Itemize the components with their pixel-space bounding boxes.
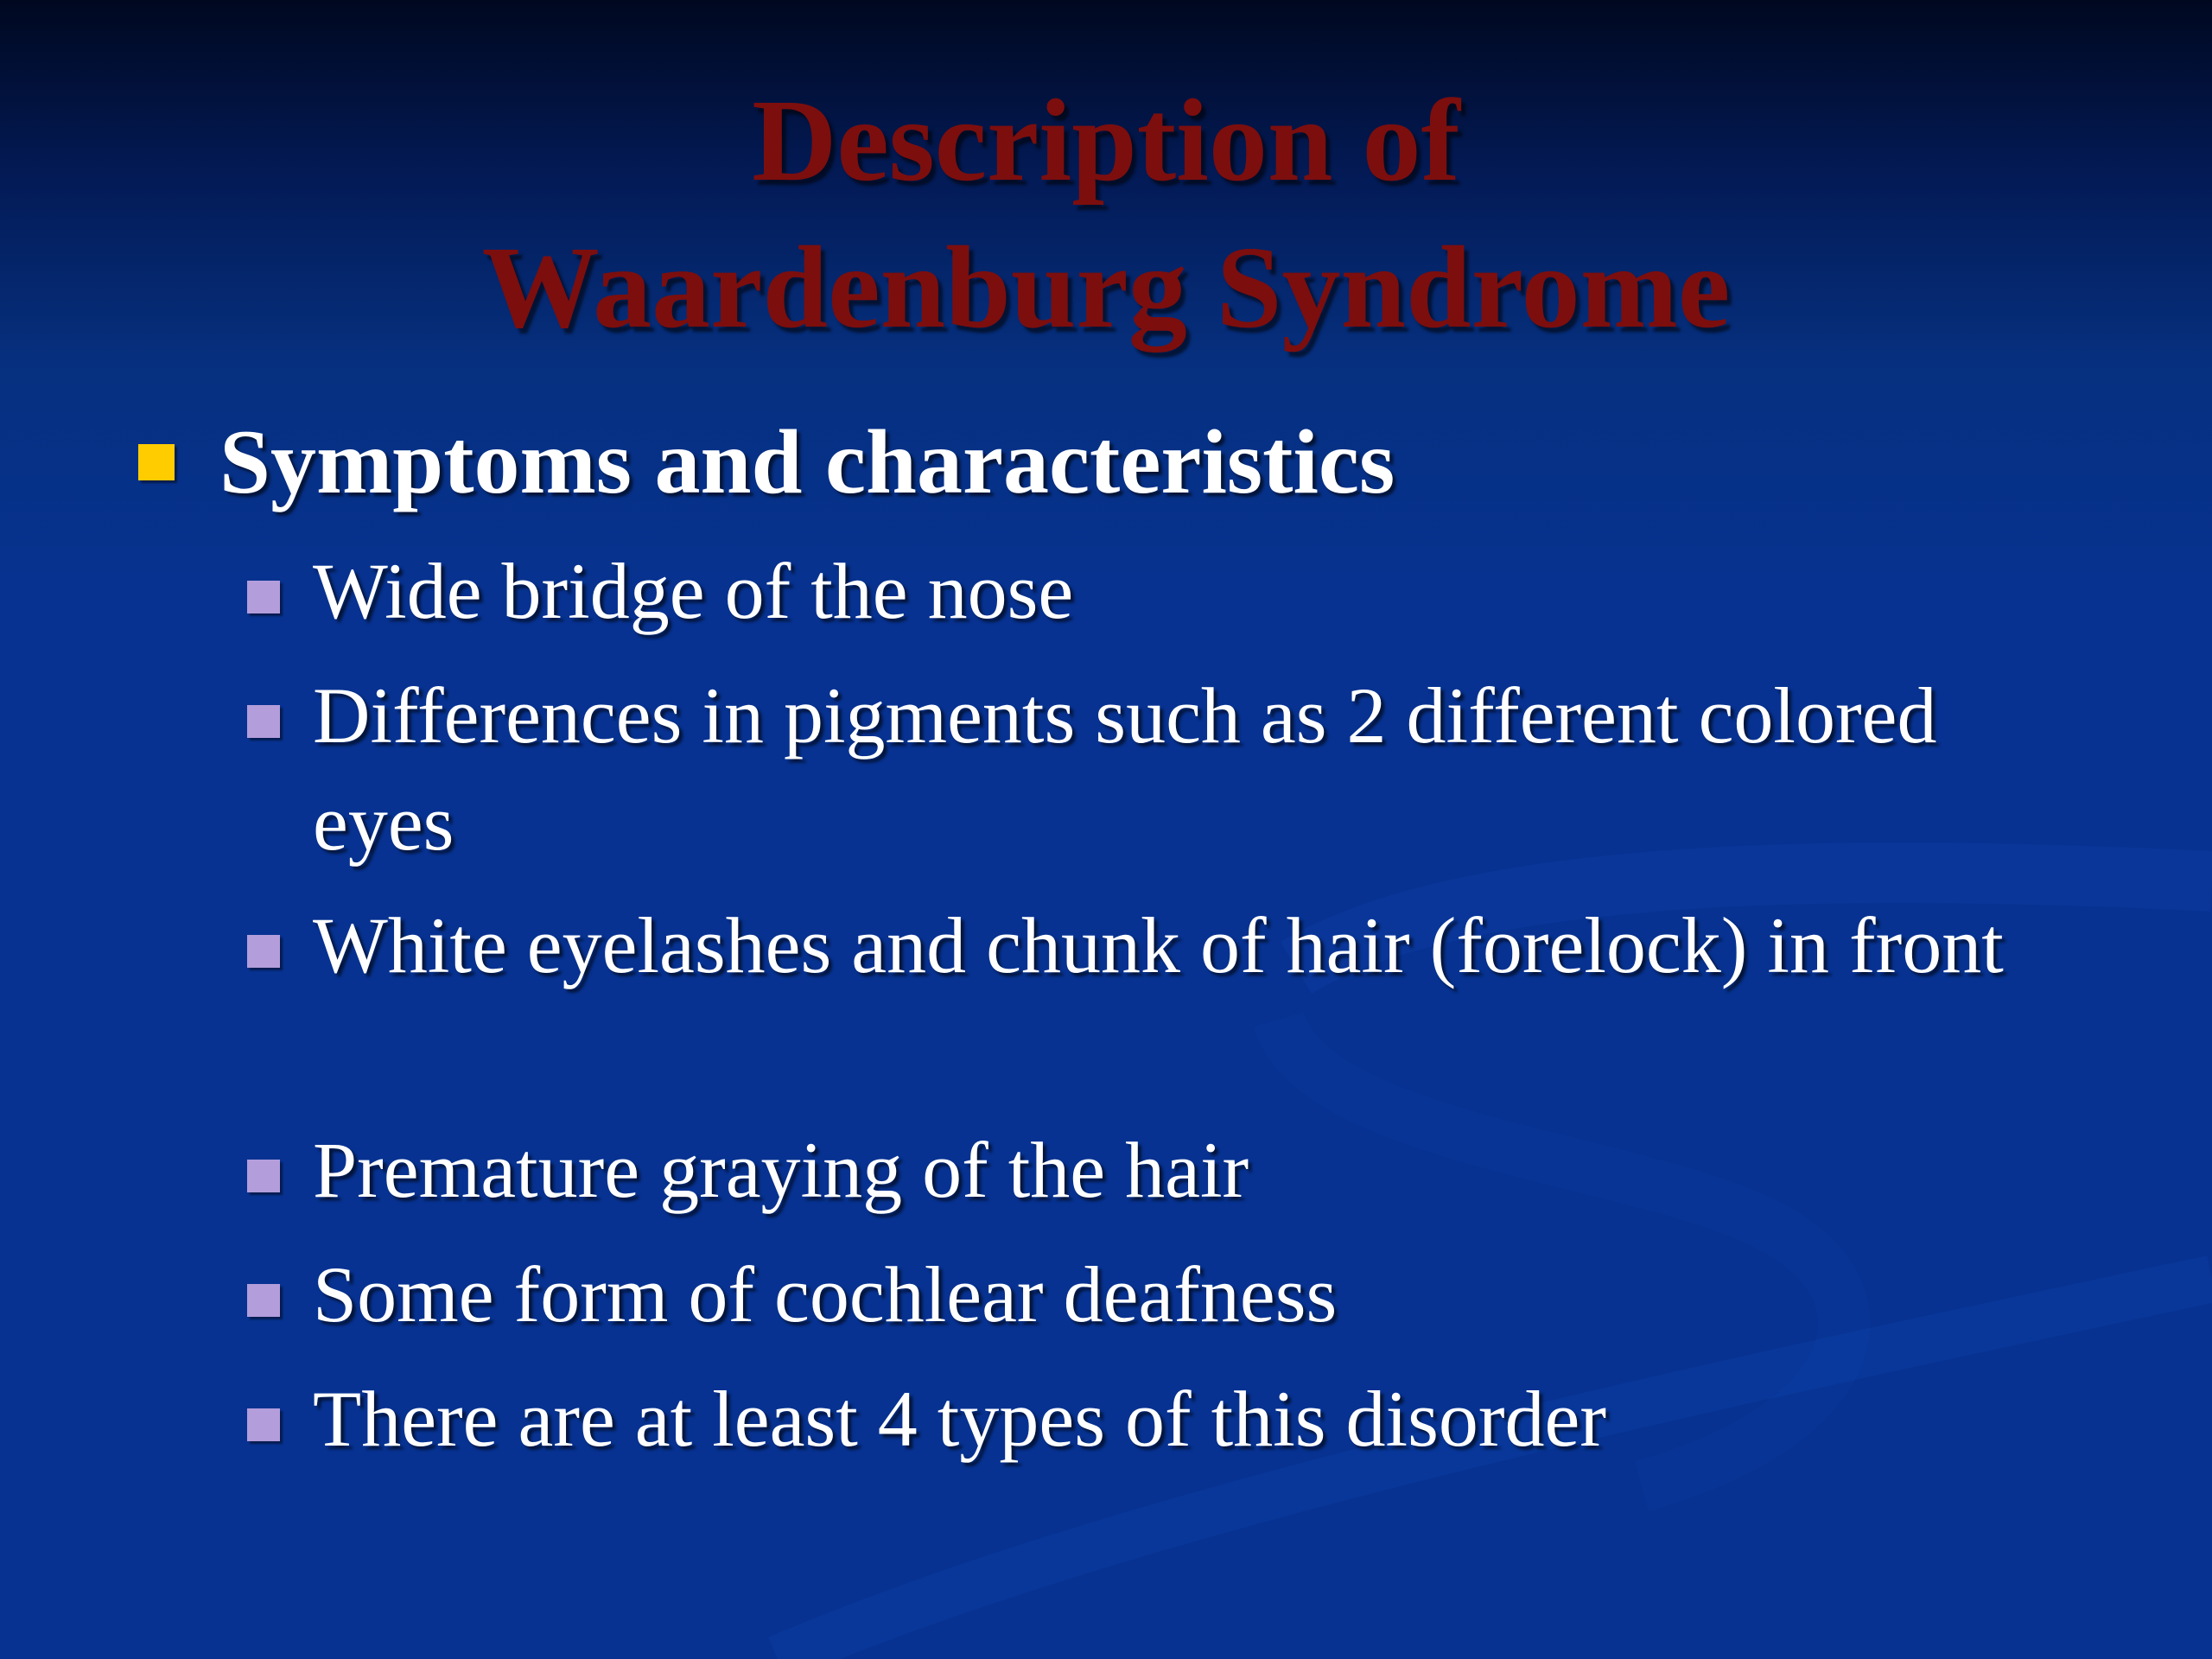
- square-bullet-icon: [247, 705, 280, 738]
- slide-title: [0, 67, 2212, 361]
- list-item: [247, 662, 2088, 876]
- square-bullet-icon: [247, 1408, 280, 1441]
- list-item: [247, 892, 2088, 999]
- list-item: [247, 537, 2088, 645]
- list-item: [247, 1241, 2088, 1348]
- slide-title-line-2: Waardenburg Syndrome: [481, 223, 1731, 353]
- slide-title-line-1: Description of: [752, 76, 1460, 206]
- list-item: [247, 1116, 2088, 1224]
- square-bullet-icon: [138, 444, 175, 480]
- list-item-text: There are at least 4 types of this disorder: [313, 1375, 1607, 1463]
- heading-text: Symptoms and characteristics: [219, 411, 1395, 512]
- square-bullet-icon: [247, 935, 280, 968]
- list-item: [247, 1365, 2088, 1472]
- square-bullet-icon: [247, 1160, 280, 1192]
- square-bullet-icon: [247, 1284, 280, 1317]
- heading-bullet: [138, 406, 1395, 518]
- list-item-text: White eyelashes and chunk of hair (forelock) in front: [313, 901, 2004, 989]
- list-item-text: Wide bridge of the nose: [313, 547, 1074, 635]
- square-bullet-icon: [247, 581, 280, 613]
- list-item-text: Premature graying of the hair: [313, 1126, 1249, 1214]
- list-item-text: Differences in pigments such as 2 different colored eyes: [313, 671, 1937, 867]
- list-item-text: Some form of cochlear deafness: [313, 1250, 1338, 1338]
